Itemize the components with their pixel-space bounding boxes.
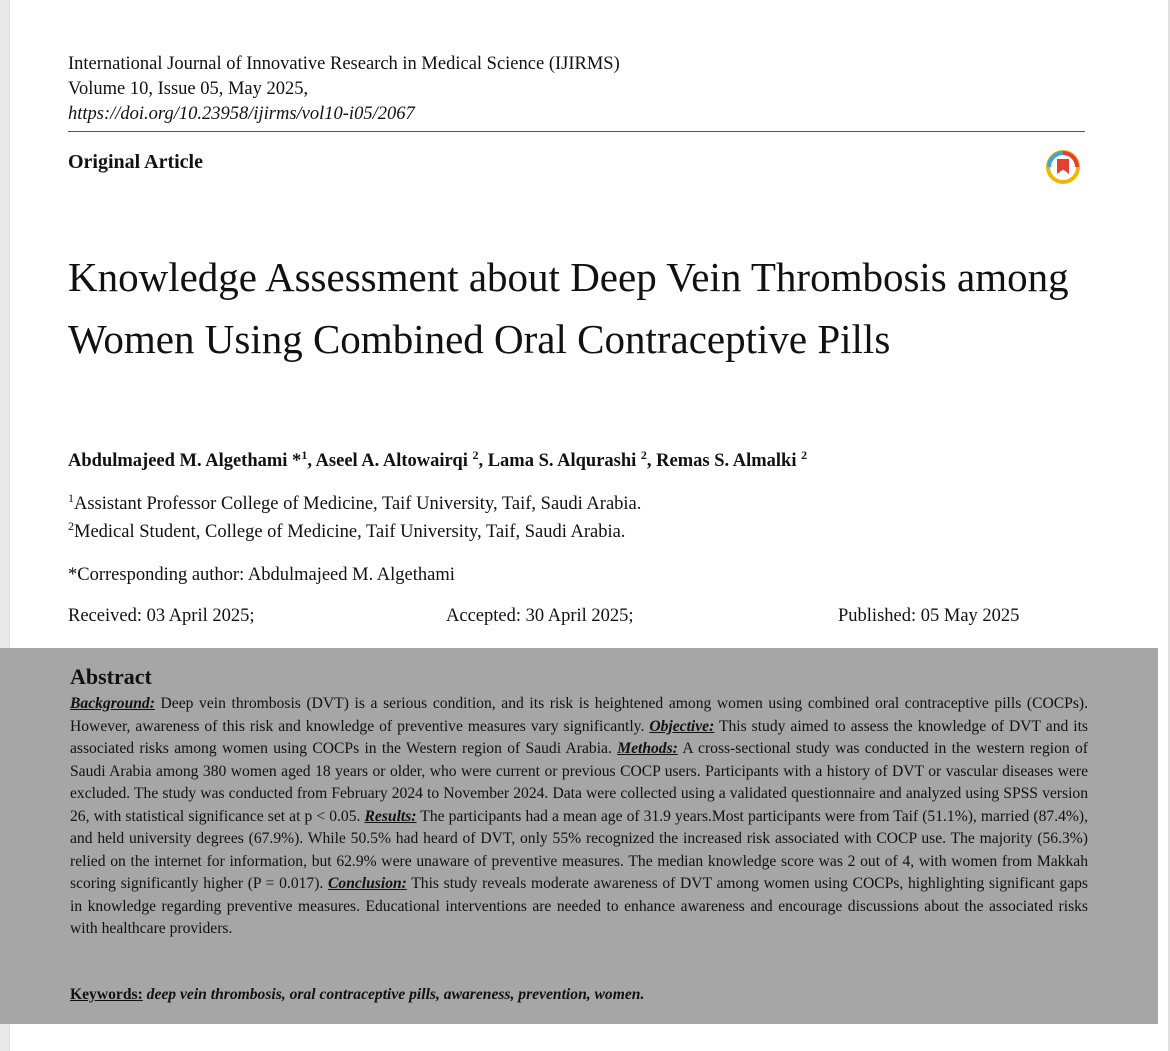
affiliation (68, 491, 1098, 515)
keywords-label: Keywords: (70, 986, 143, 1003)
article-type: Original Article (68, 151, 203, 173)
conclusion-label: Conclusion: (328, 875, 407, 892)
corresponding-author: *Corresponding author: Abdulmajeed M. Algethami (68, 565, 455, 585)
background-label: Background: (70, 695, 155, 712)
objective-label: Objective: (649, 717, 715, 735)
header-divider (68, 131, 1085, 132)
affiliation-number: 1 (68, 491, 74, 505)
methods-label: Methods: (617, 740, 678, 757)
author-name: Aseel A. Altowairqi (315, 451, 473, 472)
results-text: The participants had a mean age of 31.9 years.Most participants were from Taif (51.1%), married (87.4%), and held university degrees (67.9%). While 50.5% had heard of DVT, only 55% recognized the increased risk associated with COCP use. The majority (56.3%) relied on the internet for information, but 62.9% were unaware of preventive measures. The median knowledge score was 2 out of 4, with women from Makkah scoring significantly higher (P = 0.017). (70, 807, 1088, 892)
keywords (70, 986, 1088, 1004)
accepted-date: Accepted: 30 April 2025; (446, 606, 634, 626)
journal-info (68, 52, 1098, 127)
author-affiliation: 2 (472, 448, 479, 462)
journal-name: International Journal of Innovative Research in Medical Science (IJIRMS) (68, 54, 620, 74)
published-date: Published: 05 May 2025 (838, 606, 1020, 626)
affiliation (68, 519, 1098, 543)
abstract-text (70, 693, 1088, 941)
keywords-text: deep vein thrombosis, oral contraceptive pills, awareness, prevention, women. (142, 986, 645, 1003)
crossmark-icon[interactable] (1046, 150, 1080, 184)
author-name: Abdulmajeed M. Algethami * (68, 451, 302, 472)
journal-volume: Volume 10, Issue 05, May 2025, (68, 79, 309, 99)
conclusion-text: This study reveals moderate awareness of DVT among women using COCPs, highlighting significant gaps in knowledge regarding preventive measures. Educational interventions are needed to enhance awareness and encourage discussions about the associated risks with healthcare providers. (70, 875, 1088, 937)
author-name: Remas S. Almalki (656, 451, 802, 472)
author-affiliation: 2 (801, 448, 808, 462)
affiliation-text: Medical Student, College of Medicine, Taif University, Taif, Saudi Arabia. (74, 522, 626, 543)
affiliation-number: 2 (68, 519, 74, 533)
methods-text: A cross-sectional study was conducted in the western region of Saudi Arabia among 380 women aged 18 years or older, who were current or previous COCP users. Participants with a history of DVT or vascular diseases were excluded. The study was conducted from February 2024 to November 2024. Data were collected using a validated questionnaire and analyzed using SPSS version 26, with statistical significance set at p < 0.05. (70, 740, 1088, 825)
abstract-heading: Abstract (70, 664, 152, 689)
received-date: Received: 03 April 2025; (68, 606, 255, 626)
objective-text: This study aimed to assess the knowledge of DVT and its associated risks among women using COCPs in the Western region of Saudi Arabia. (70, 717, 1088, 757)
author-affiliation: 2 (640, 448, 647, 462)
author-list: Abdulmajeed M. Algethami *$^1$, Aseel A. Altowairqi $^2$, Lama S. Alqurashi $^2$, Remas S. Almalki $^2$ (68, 448, 808, 472)
results-label: Results: (364, 807, 417, 825)
author-affiliation: 1 (301, 448, 308, 462)
background-text: Deep vein thrombosis (DVT) is a serious condition, and its risk is heightened among women using combined oral contraceptive pills (COCPs). However, awareness of this risk and knowledge of preventive measures vary significantly. (70, 695, 1088, 735)
paper-title: Knowledge Assessment about Deep Vein Thrombosis among Women Using Combined Oral Contraceptive Pills (68, 254, 1069, 362)
doi-link[interactable]: https://doi.org/10.23958/ijirms/vol10-i05/2067 (68, 104, 415, 124)
author-name: Lama S. Alqurashi (487, 451, 641, 472)
affiliation-text: Assistant Professor College of Medicine, Taif University, Taif, Saudi Arabia. (74, 494, 642, 515)
